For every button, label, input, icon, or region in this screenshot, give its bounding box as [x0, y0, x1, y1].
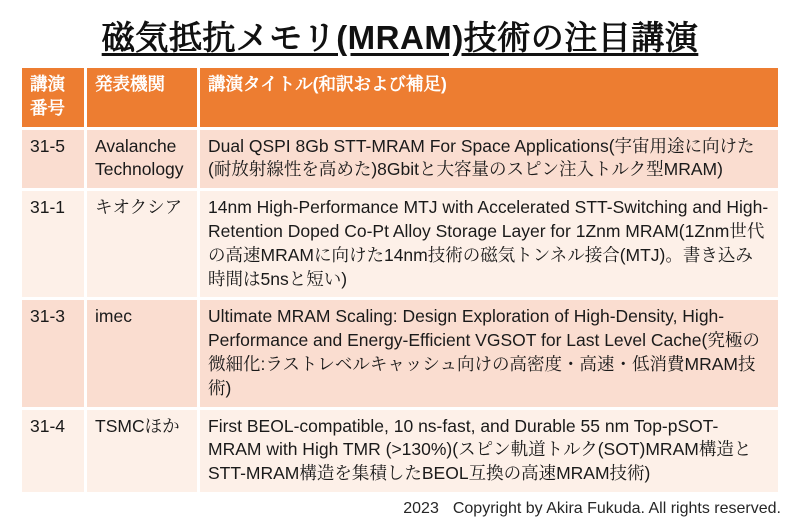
cell-organization: Avalanche Technology — [87, 130, 197, 189]
header-row — [22, 68, 778, 127]
cell-talk-number: 31-3 — [22, 300, 84, 406]
cell-talk-title: 14nm High-Performance MTJ with Accelerated STT-Switching and High-Retention Doped Co-Pt Alloy Storage Layer for 1Znm MRAM(1Znm世代の高速MRAMに向けた14nm技術の磁気トンネル接合(MTJ)。書き込み時間は5nsと短い) — [200, 191, 778, 297]
page-title: 磁気抵抗メモリ(MRAM)技術の注目講演 — [101, 19, 699, 56]
table-row — [22, 410, 778, 492]
cell-talk-title: Ultimate MRAM Scaling: Design Exploration of High-Density, High-Performance and Energy-Efficient VGSOT for Last Level Cache(究極の微細化:ラストレベルキャッシュ向けの高密度・高速・低消費MRAM技術) — [200, 300, 778, 406]
cell-organization: imec — [87, 300, 197, 406]
presentation-table — [19, 65, 781, 495]
table-row — [22, 191, 778, 297]
header-talk-title: 講演タイトル(和訳および補足) — [200, 68, 778, 127]
copyright-text: Copyright by Akira Fukuda. All rights reserved. — [452, 499, 781, 517]
copyright-footer — [19, 500, 781, 518]
cell-talk-number: 31-1 — [22, 191, 84, 297]
copyright-year: 2023 — [403, 499, 439, 517]
table-row — [22, 130, 778, 189]
header-talk-number: 講演番号 — [22, 68, 84, 127]
cell-talk-number: 31-5 — [22, 130, 84, 189]
cell-talk-number: 31-4 — [22, 410, 84, 492]
header-organization: 発表機関 — [87, 68, 197, 127]
cell-talk-title: Dual QSPI 8Gb STT-MRAM For Space Applications(宇宙用途に向けた(耐放射線性を高めた)8Gbitと大容量のスピン注入トルク型MRAM) — [200, 130, 778, 189]
cell-organization: キオクシア — [87, 191, 197, 297]
table-row — [22, 300, 778, 406]
cell-organization: TSMCほか — [87, 410, 197, 492]
cell-talk-title: First BEOL-compatible, 10 ns-fast, and Durable 55 nm Top-pSOT-MRAM with High TMR (>130%)(スピン軌道トルク(SOT)MRAM構造とSTT-MRAM構造を集積したBEOL互換の高速MRAM技術) — [200, 410, 778, 492]
table-header — [22, 68, 778, 127]
